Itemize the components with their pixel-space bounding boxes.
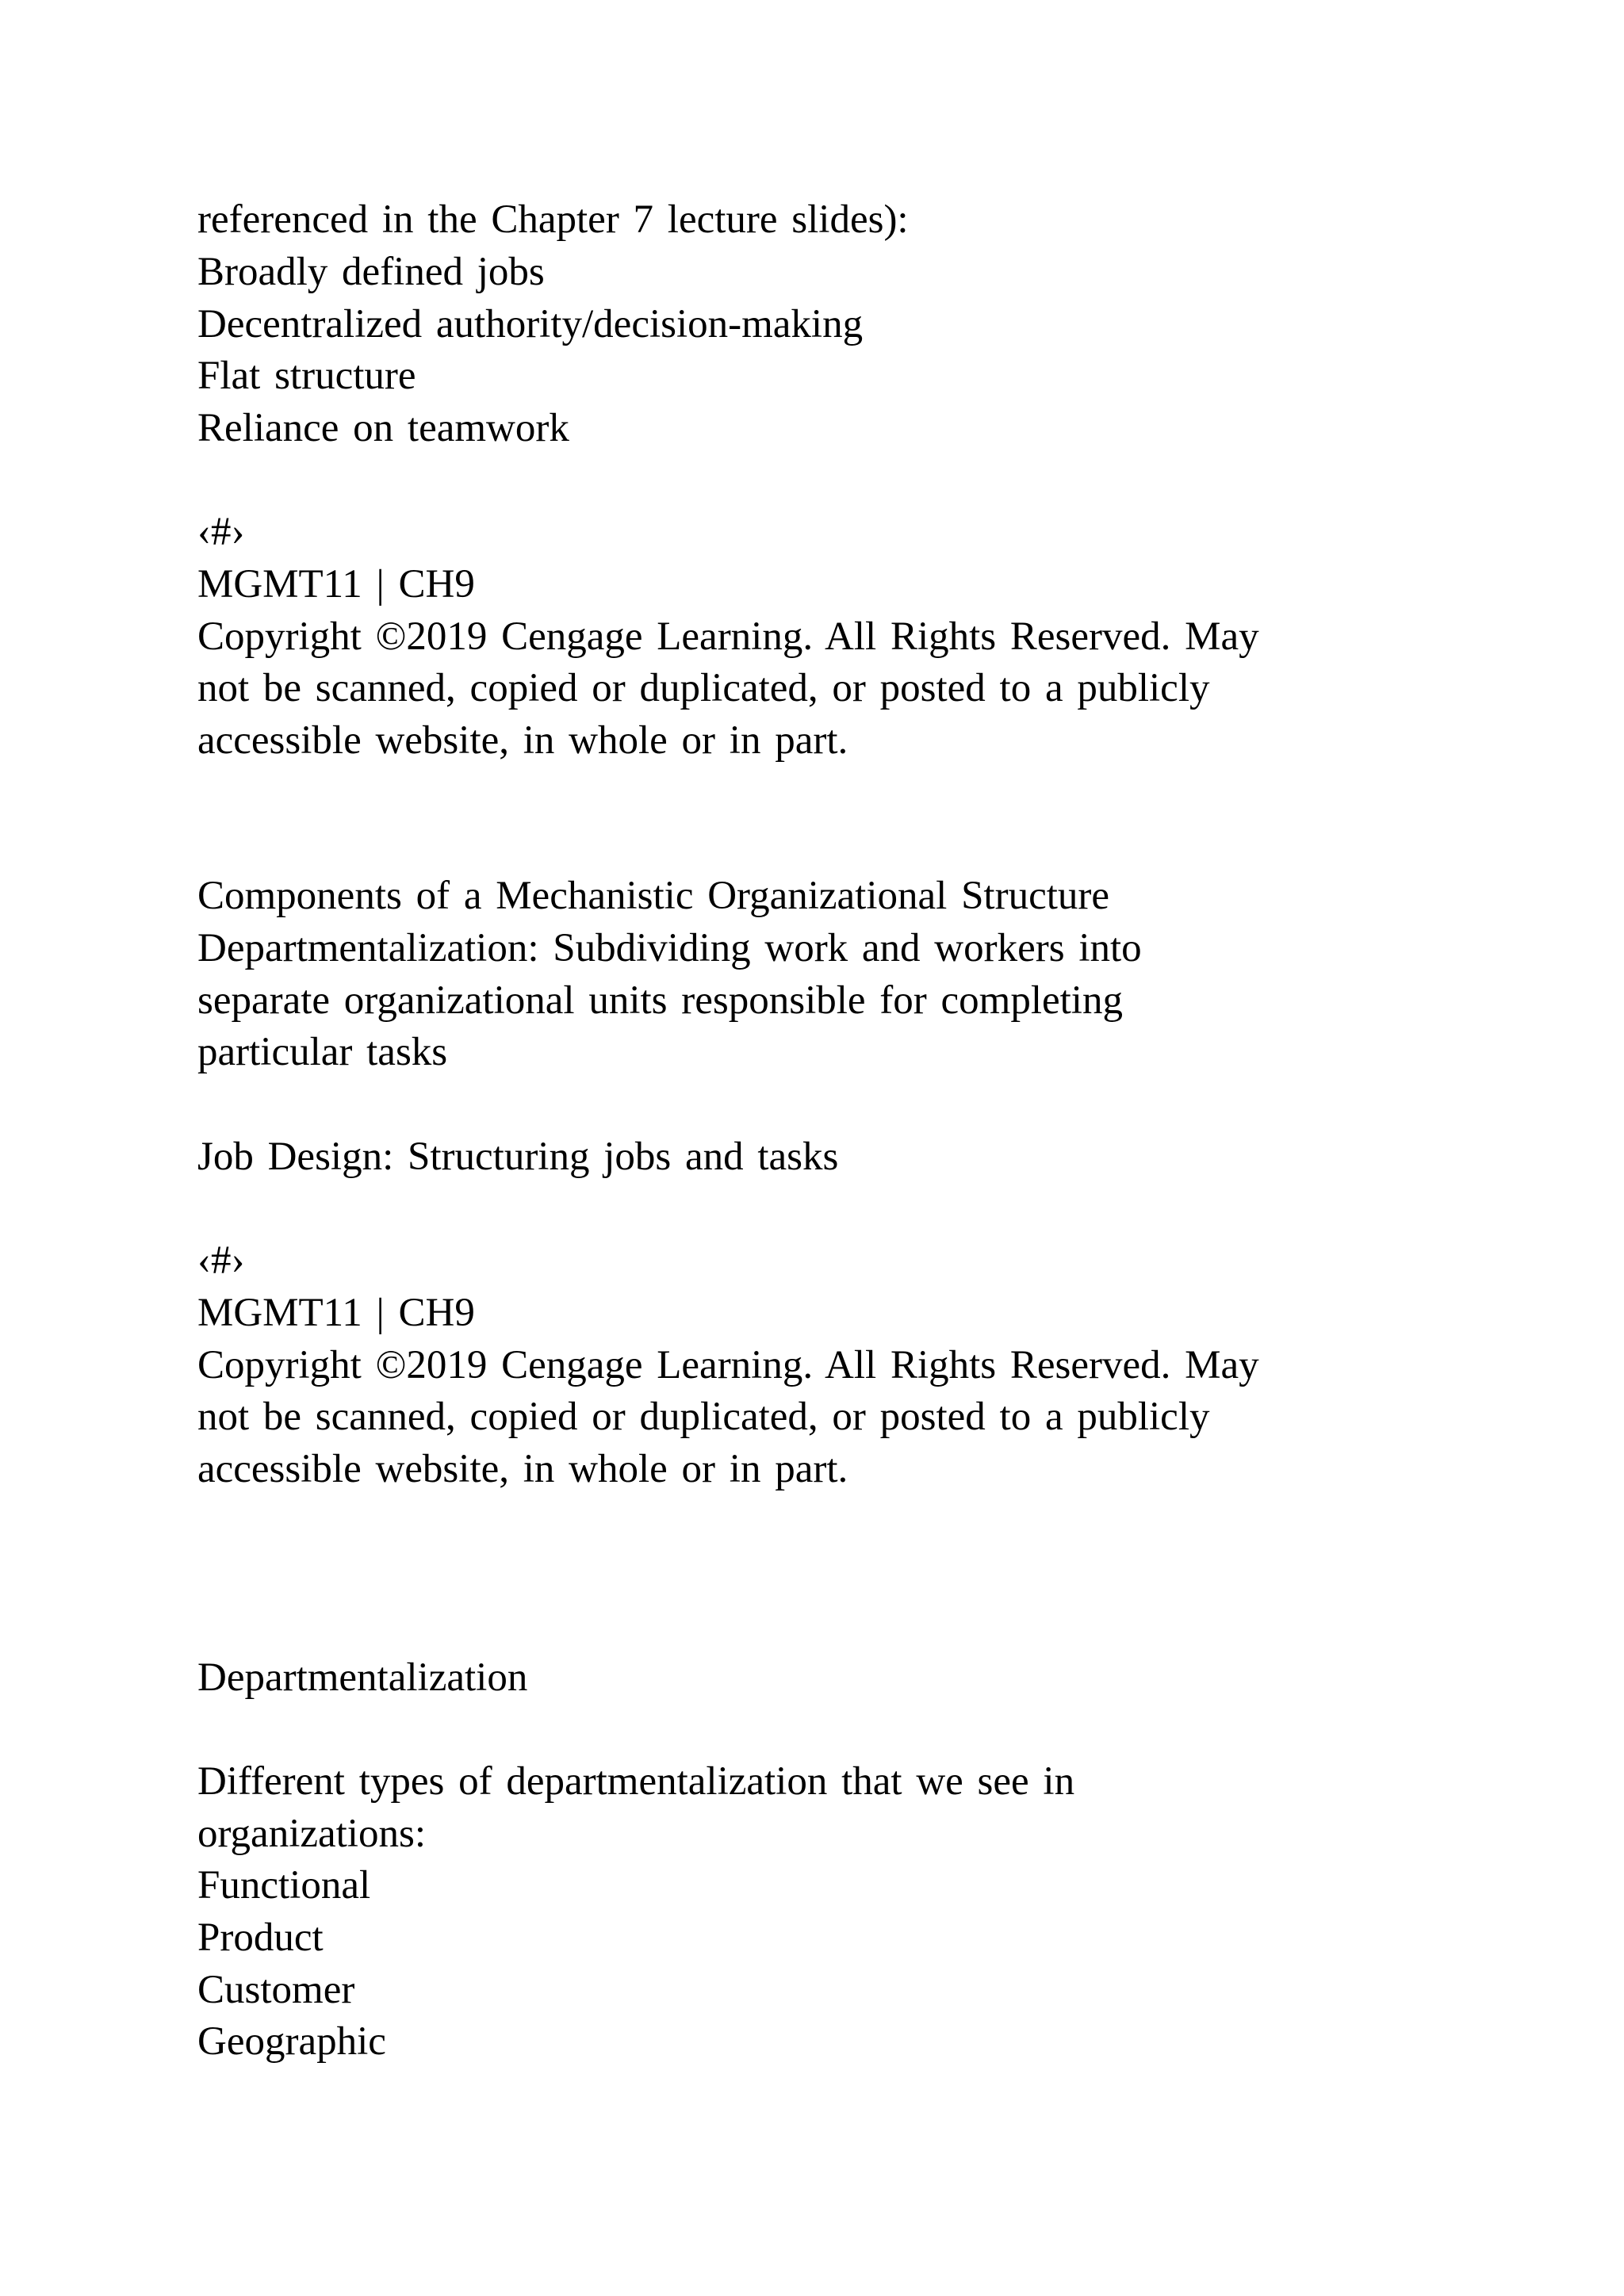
list-item: Product <box>197 1915 324 1960</box>
text-line: referenced in the Chapter 7 lecture slides): <box>197 197 909 242</box>
course-chapter-label: MGMT11 | CH9 <box>197 562 475 607</box>
slide-number-placeholder: ‹#› <box>197 510 245 554</box>
text-line: Reliance on teamwork <box>197 406 569 450</box>
copyright-line: accessible website, in whole or in part. <box>197 1447 848 1491</box>
text-line: separate organizational units responsible for completing <box>197 978 1123 1023</box>
text-line: Flat structure <box>197 354 416 398</box>
text-line: organizations: <box>197 1812 426 1856</box>
list-item: Functional <box>197 1863 371 1908</box>
section-heading: Components of a Mechanistic Organizational Structure <box>197 874 1110 918</box>
copyright-line: Copyright ©2019 Cengage Learning. All Rights Reserved. May <box>197 614 1259 659</box>
text-line: particular tasks <box>197 1030 448 1074</box>
course-chapter-label: MGMT11 | CH9 <box>197 1291 475 1335</box>
list-item: Geographic <box>197 2019 386 2064</box>
text-line: Different types of departmentalization that we see in <box>197 1759 1075 1804</box>
copyright-line: Copyright ©2019 Cengage Learning. All Rights Reserved. May <box>197 1343 1259 1387</box>
copyright-line: not be scanned, copied or duplicated, or posted to a publicly <box>197 666 1210 710</box>
section-heading: Departmentalization <box>197 1655 528 1700</box>
copyright-line: not be scanned, copied or duplicated, or posted to a publicly <box>197 1395 1210 1439</box>
text-line: Departmentalization: Subdividing work and workers into <box>197 926 1142 970</box>
text-line: Broadly defined jobs <box>197 250 545 294</box>
slide-number-placeholder: ‹#› <box>197 1238 245 1283</box>
copyright-line: accessible website, in whole or in part. <box>197 718 848 763</box>
text-line: Decentralized authority/decision-making <box>197 302 864 346</box>
text-line: Job Design: Structuring jobs and tasks <box>197 1135 839 1179</box>
list-item: Customer <box>197 1968 355 2012</box>
